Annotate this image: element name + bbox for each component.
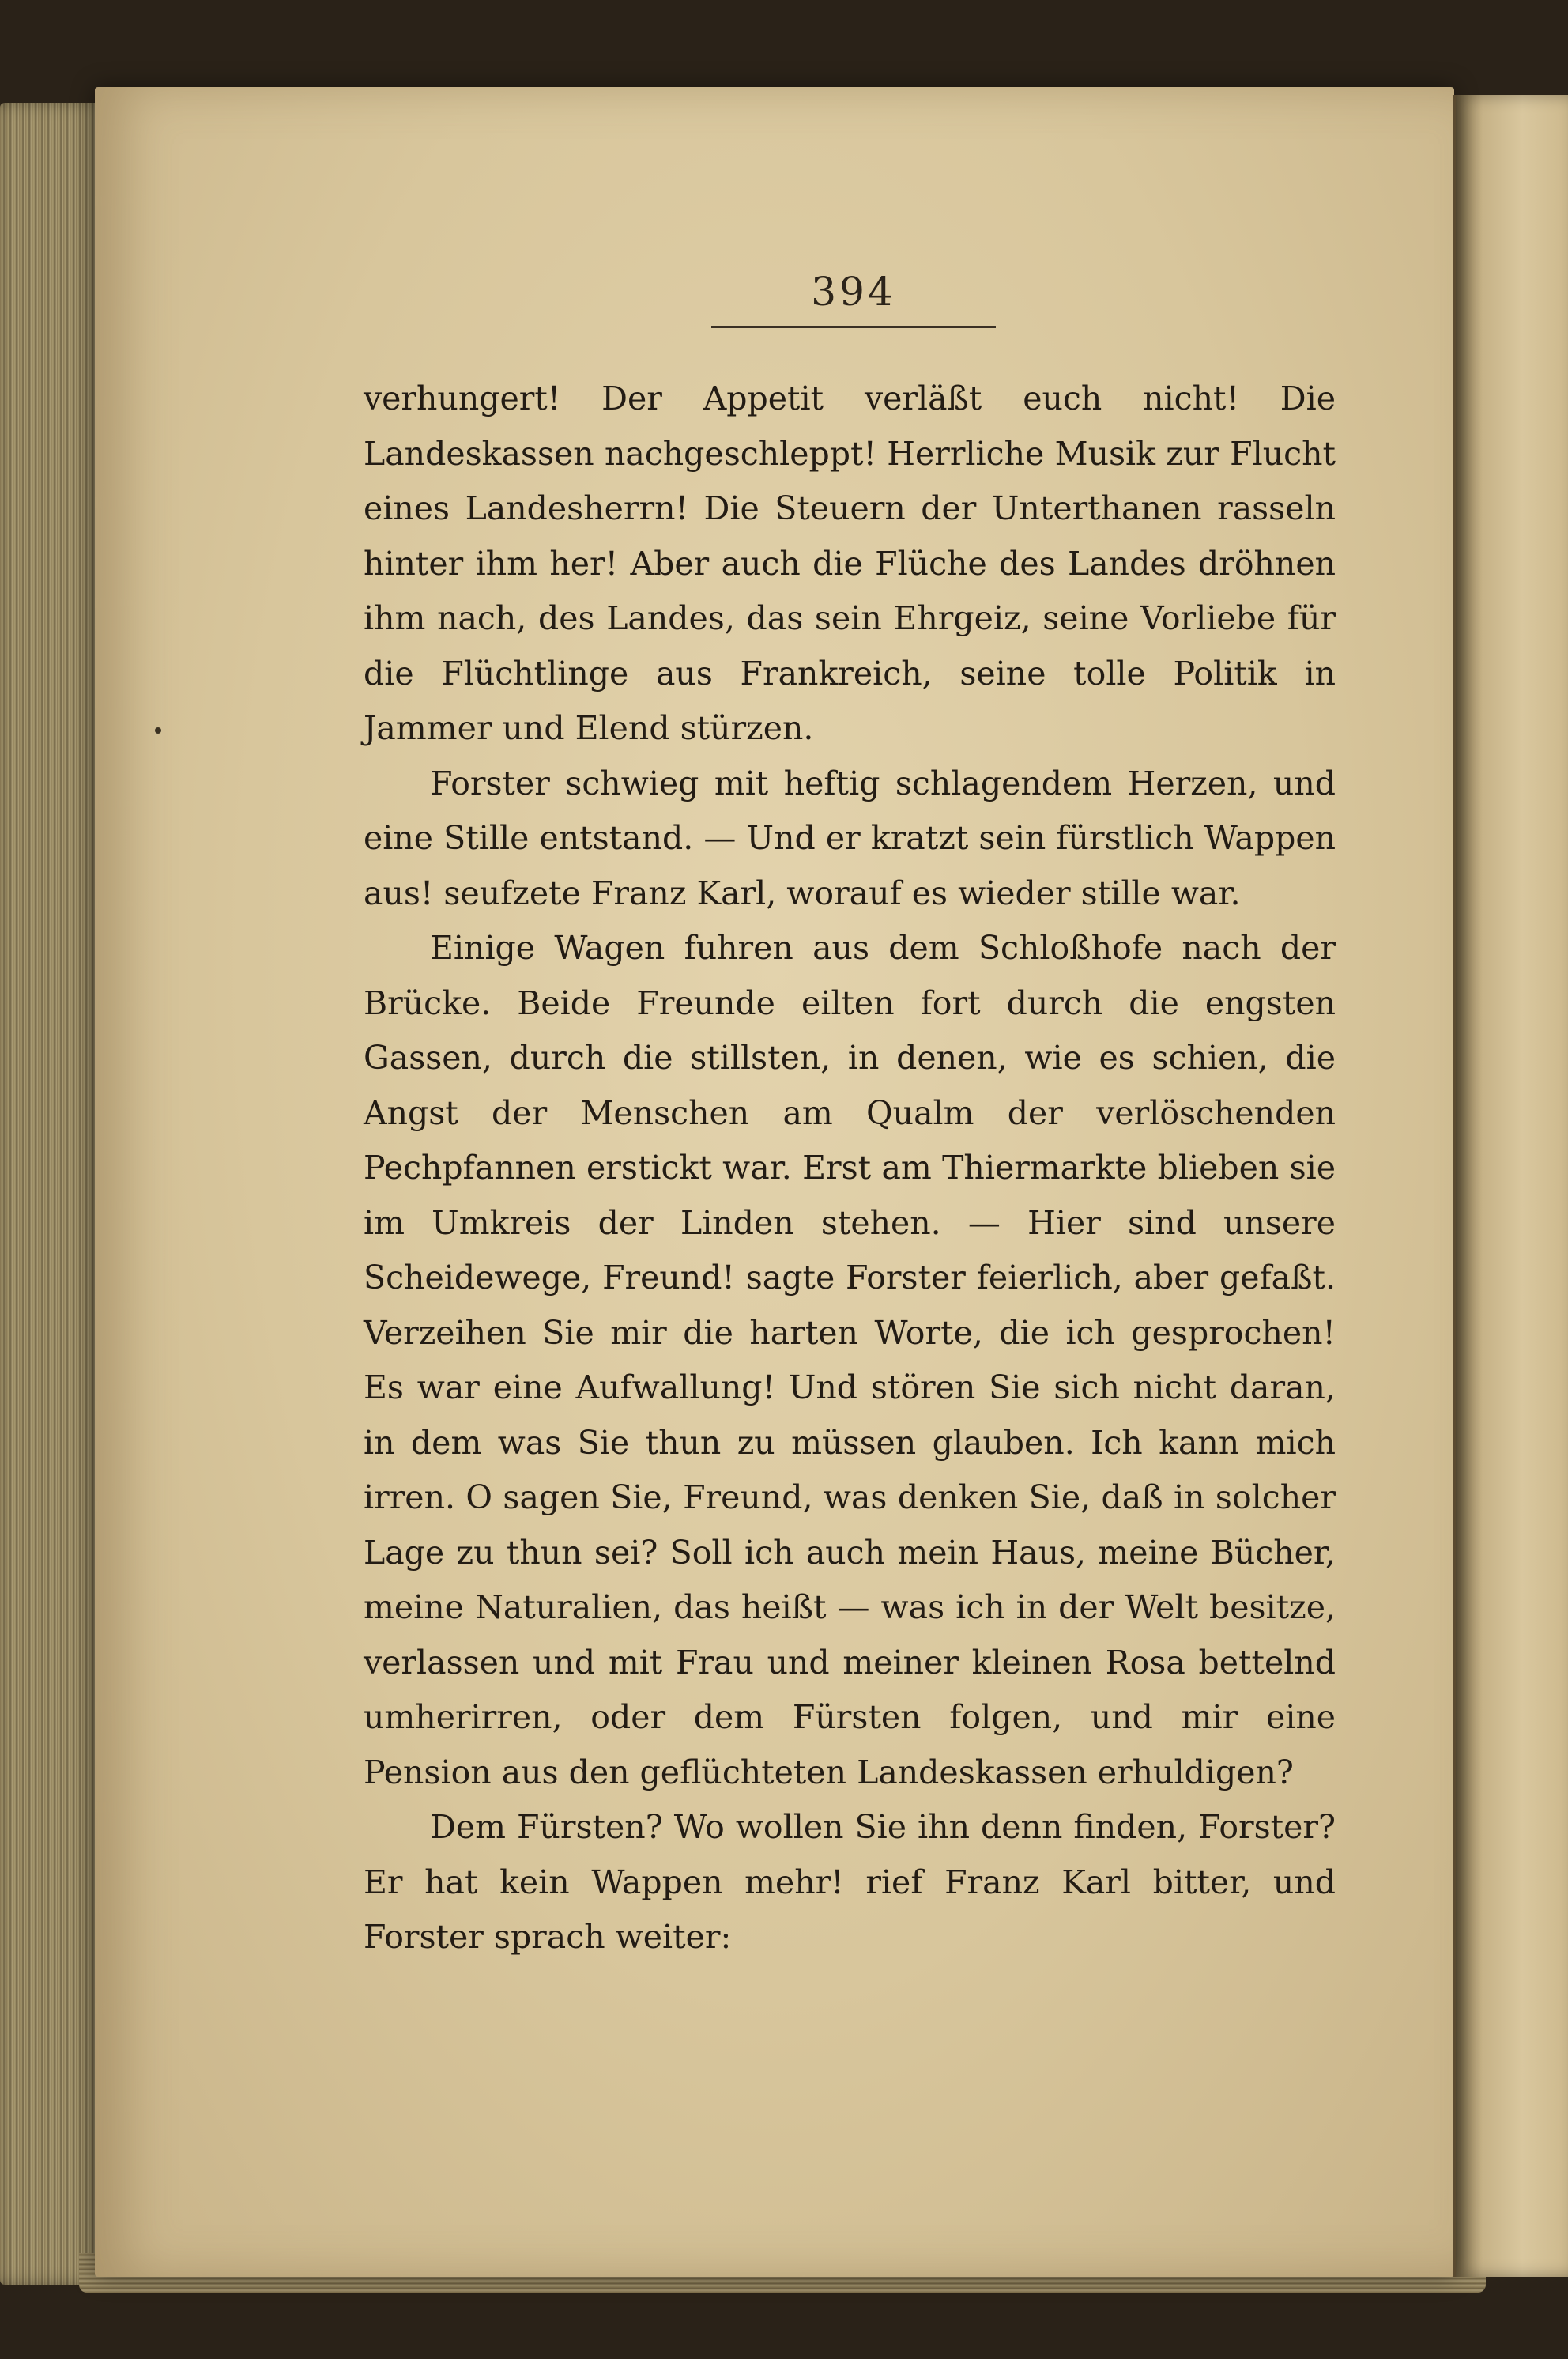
paragraph-2: Forster schwieg mit heftig schlagendem Herzen, und eine Stille entstand. — Und er kratzt sein fürstlich Wappen aus! seufzete Franz Karl, worauf es wieder stille war. (364, 764, 1336, 912)
book-gutter (1453, 95, 1456, 2277)
body-text (364, 372, 1336, 1965)
paragraph-1: verhungert! Der Appetit verläßt euch nicht! Die Landeskassen nachgeschleppt! Herrliche Musik zur Flucht eines Landesherrn! Die Steuern der Unterthanen rasseln hinter ihm her! Aber auch die Flüche des Landes dröhnen ihm nach, des Landes, das sein Ehrgeiz, seine Vorliebe für die Flüchtlinge aus Frankreich, seine tolle Politik in Jammer und Elend stürzen. (364, 379, 1336, 747)
header-rule (711, 326, 996, 328)
paragraph-3: Einige Wagen fuhren aus dem Schloßhofe nach der Brücke. Beide Freunde eilten fort durch die engsten Gassen, durch die stillsten, in denen, wie es schien, die Angst der Menschen am Qualm der verlöschenden Pechpfannen erstickt war. Erst am Thiermarkte blieben sie im Umkreis der Linden stehen. — Hier sind unsere Scheidewege, Freund! sagte Forster feierlich, aber gefaßt. Verzeihen Sie mir die harten Worte, die ich gesprochen! Es war eine Aufwallung! Und stören Sie sich nicht daran, in dem was Sie thun zu müssen glauben. Ich kann mich irren. O sagen Sie, Freund, was denken Sie, daß in solcher Lage zu thun sei? Soll ich auch mein Haus, meine Bücher, meine Naturalien, das heißt — was ich in der Welt besitze, verlassen und mit Frau und meiner kleinen Rosa bettelnd umherirren, oder dem Fürsten folgen, und mir eine Pension aus den geflüchteten Landeskassen erhuldigen? (364, 929, 1336, 1791)
page-number: 394 (811, 269, 896, 315)
book-page-edges (0, 103, 103, 2285)
paragraph-4: Dem Fürsten? Wo wollen Sie ihn denn finden, Forster? Er hat kein Wappen mehr! rief Franz Karl bitter, und Forster sprach weiter: (364, 1808, 1336, 1956)
facing-page (1454, 95, 1568, 2277)
paper-speck (155, 727, 161, 734)
